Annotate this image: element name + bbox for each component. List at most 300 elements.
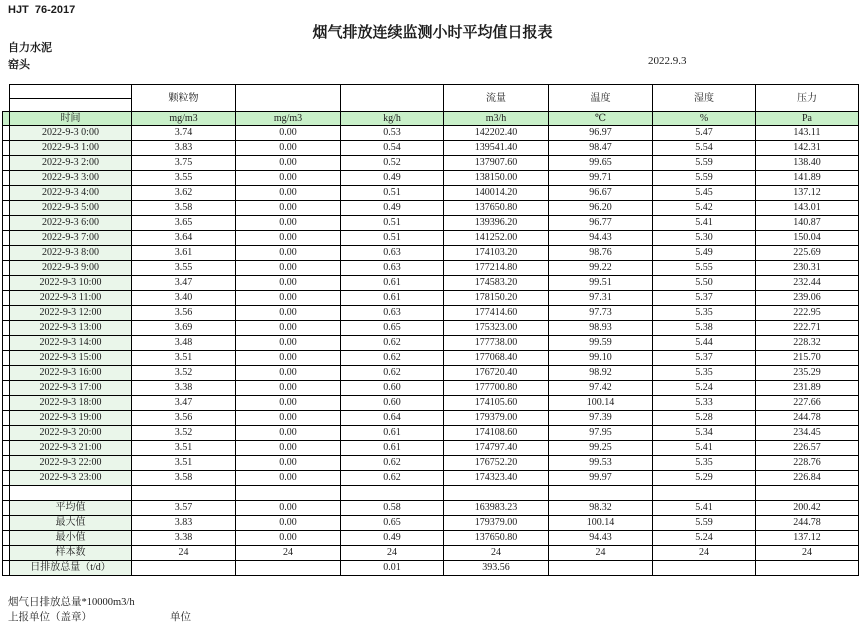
time-cell: 2022-9-3 15:00 [10,351,132,366]
value-cell: 174583.20 [444,276,549,291]
value-cell: 0.00 [236,381,341,396]
time-cell: 2022-9-3 14:00 [10,336,132,351]
value-cell: 228.76 [756,456,859,471]
time-cell: 2022-9-3 11:00 [10,291,132,306]
row-margin-cell [3,246,10,261]
row-margin-cell [3,141,10,156]
time-cell: 2022-9-3 21:00 [10,441,132,456]
value-cell: 239.06 [756,291,859,306]
value-cell: 5.47 [653,126,756,141]
row-margin-cell [3,126,10,141]
table-row [3,411,859,426]
value-cell: 0.00 [236,471,341,486]
row-margin-cell [3,366,10,381]
table-row [3,306,859,321]
group-header-humidity: 湿度 [653,85,756,112]
unit-cell: mg/m3 [236,112,341,126]
summary-row [3,546,859,561]
value-cell: 174105.60 [444,396,549,411]
value-cell: 5.34 [653,426,756,441]
unit-cell: kg/h [341,112,444,126]
value-cell: 5.37 [653,351,756,366]
time-header-upper-cell [10,85,132,99]
spacer-row [3,486,859,501]
group-header-blank2 [341,85,444,112]
value-cell: 0.61 [341,291,444,306]
summary-value-cell: 163983.23 [444,501,549,516]
value-cell: 3.51 [132,441,236,456]
value-cell: 97.31 [549,291,653,306]
summary-value-cell: 3.57 [132,501,236,516]
value-cell: 143.11 [756,126,859,141]
group-header-row [3,85,859,99]
value-cell: 5.44 [653,336,756,351]
time-cell: 2022-9-3 8:00 [10,246,132,261]
value-cell: 222.95 [756,306,859,321]
value-cell: 3.52 [132,426,236,441]
value-cell: 179379.00 [444,411,549,426]
value-cell: 176752.20 [444,456,549,471]
value-cell: 96.20 [549,201,653,216]
row-margin-cell [3,501,10,516]
value-cell: 96.77 [549,216,653,231]
company-name: 自力水泥 [8,42,52,54]
value-cell: 3.58 [132,471,236,486]
summary-value-cell: 5.24 [653,531,756,546]
row-margin-cell [3,216,10,231]
time-cell: 2022-9-3 13:00 [10,321,132,336]
value-cell: 94.43 [549,231,653,246]
spacer-cell [132,486,236,501]
summary-value-cell: 24 [549,546,653,561]
report-unit-label: 上报单位（盖章） [8,612,92,623]
unit-corner-cell [3,112,10,126]
value-cell: 5.42 [653,201,756,216]
value-cell: 226.57 [756,441,859,456]
time-cell: 2022-9-3 3:00 [10,171,132,186]
corner-cell [3,99,10,112]
time-cell: 2022-9-3 20:00 [10,426,132,441]
value-cell: 98.93 [549,321,653,336]
value-cell: 174103.20 [444,246,549,261]
time-cell: 2022-9-3 7:00 [10,231,132,246]
table-row [3,471,859,486]
summary-value-cell: 0.65 [341,516,444,531]
row-margin-cell [3,186,10,201]
value-cell: 0.62 [341,456,444,471]
time-cell: 2022-9-3 1:00 [10,141,132,156]
value-cell: 5.35 [653,456,756,471]
doc-code: HJT 76-2017 [8,4,76,16]
time-cell: 2022-9-3 10:00 [10,276,132,291]
value-cell: 176720.40 [444,366,549,381]
summary-value-cell [132,561,236,576]
table-row [3,156,859,171]
value-cell: 230.31 [756,261,859,276]
spacer-cell [341,486,444,501]
value-cell: 0.60 [341,396,444,411]
table-row [3,426,859,441]
value-cell: 0.00 [236,366,341,381]
value-cell: 5.35 [653,306,756,321]
time-header-lower-cell [10,99,132,112]
unit-label: 单位 [170,612,191,623]
value-cell: 138.40 [756,156,859,171]
table-row [3,441,859,456]
value-cell: 99.65 [549,156,653,171]
value-cell: 97.42 [549,381,653,396]
table-row [3,261,859,276]
time-cell: 2022-9-3 12:00 [10,306,132,321]
summary-value-cell: 0.49 [341,531,444,546]
spacer-cell [10,486,132,501]
time-cell: 2022-9-3 9:00 [10,261,132,276]
value-cell: 177700.80 [444,381,549,396]
footer-note: 烟气日排放总量*10000m3/h [8,597,135,608]
value-cell: 98.47 [549,141,653,156]
row-margin-cell [3,381,10,396]
value-cell: 3.51 [132,456,236,471]
value-cell: 0.62 [341,336,444,351]
value-cell: 138150.00 [444,171,549,186]
value-cell: 97.95 [549,426,653,441]
value-cell: 0.63 [341,246,444,261]
summary-value-cell [549,561,653,576]
time-cell: 2022-9-3 18:00 [10,396,132,411]
station-name: 窑头 [8,59,30,71]
value-cell: 177214.80 [444,261,549,276]
row-margin-cell [3,321,10,336]
table-row [3,186,859,201]
value-cell: 177414.60 [444,306,549,321]
spacer-cell [653,486,756,501]
value-cell: 0.53 [341,126,444,141]
value-cell: 0.00 [236,201,341,216]
value-cell: 0.63 [341,306,444,321]
time-cell: 2022-9-3 5:00 [10,201,132,216]
value-cell: 0.51 [341,231,444,246]
summary-value-cell: 24 [236,546,341,561]
value-cell: 137.12 [756,186,859,201]
value-cell: 178150.20 [444,291,549,306]
row-margin-cell [3,561,10,576]
value-cell: 5.59 [653,171,756,186]
value-cell: 227.66 [756,396,859,411]
value-cell: 0.00 [236,321,341,336]
value-cell: 142202.40 [444,126,549,141]
value-cell: 5.59 [653,156,756,171]
summary-value-cell: 5.41 [653,501,756,516]
value-cell: 3.69 [132,321,236,336]
time-cell: 2022-9-3 4:00 [10,186,132,201]
value-cell: 5.49 [653,246,756,261]
value-cell: 98.92 [549,366,653,381]
summary-label-cell: 日排放总量（t/d） [10,561,132,576]
table-row [3,366,859,381]
value-cell: 3.56 [132,411,236,426]
value-cell: 3.38 [132,381,236,396]
value-cell: 0.49 [341,171,444,186]
value-cell: 177738.00 [444,336,549,351]
value-cell: 139396.20 [444,216,549,231]
summary-value-cell: 179379.00 [444,516,549,531]
value-cell: 0.00 [236,396,341,411]
time-cell: 2022-9-3 0:00 [10,126,132,141]
summary-value-cell: 3.83 [132,516,236,531]
value-cell: 244.78 [756,411,859,426]
table-row [3,336,859,351]
summary-label-cell: 最小值 [10,531,132,546]
summary-value-cell: 100.14 [549,516,653,531]
value-cell: 3.47 [132,396,236,411]
value-cell: 0.00 [236,456,341,471]
summary-value-cell: 0.00 [236,501,341,516]
value-cell: 139541.40 [444,141,549,156]
unit-cell: % [653,112,756,126]
summary-row [3,501,859,516]
value-cell: 99.71 [549,171,653,186]
summary-value-cell: 0.00 [236,531,341,546]
value-cell: 3.75 [132,156,236,171]
value-cell: 0.65 [341,321,444,336]
time-cell: 2022-9-3 2:00 [10,156,132,171]
group-header-flow: 流量 [444,85,549,112]
time-cell: 2022-9-3 17:00 [10,381,132,396]
value-cell: 0.00 [236,351,341,366]
row-margin-cell [3,171,10,186]
unit-cell: Pa [756,112,859,126]
value-cell: 3.74 [132,126,236,141]
summary-value-cell: 200.42 [756,501,859,516]
value-cell: 100.14 [549,396,653,411]
value-cell: 0.00 [236,141,341,156]
value-cell: 234.45 [756,426,859,441]
value-cell: 235.29 [756,366,859,381]
table-row [3,291,859,306]
value-cell: 174108.60 [444,426,549,441]
spacer-cell [3,486,10,501]
value-cell: 98.76 [549,246,653,261]
summary-value-cell: 98.32 [549,501,653,516]
value-cell: 97.39 [549,411,653,426]
unit-cell: mg/m3 [132,112,236,126]
value-cell: 222.71 [756,321,859,336]
value-cell: 3.58 [132,201,236,216]
value-cell: 0.00 [236,276,341,291]
value-cell: 0.00 [236,156,341,171]
summary-value-cell: 24 [653,546,756,561]
value-cell: 5.45 [653,186,756,201]
summary-row [3,531,859,546]
value-cell: 5.41 [653,216,756,231]
spacer-cell [444,486,549,501]
value-cell: 0.00 [236,171,341,186]
value-cell: 0.62 [341,471,444,486]
row-margin-cell [3,396,10,411]
table-row [3,231,859,246]
row-margin-cell [3,411,10,426]
value-cell: 5.37 [653,291,756,306]
row-margin-cell [3,201,10,216]
value-cell: 0.00 [236,306,341,321]
value-cell: 177068.40 [444,351,549,366]
row-margin-cell [3,291,10,306]
value-cell: 0.54 [341,141,444,156]
row-margin-cell [3,156,10,171]
value-cell: 5.35 [653,366,756,381]
value-cell: 0.61 [341,441,444,456]
table-row [3,126,859,141]
summary-label-cell: 样本数 [10,546,132,561]
value-cell: 141.89 [756,171,859,186]
value-cell: 99.53 [549,456,653,471]
value-cell: 225.69 [756,246,859,261]
value-cell: 3.83 [132,141,236,156]
summary-value-cell [236,561,341,576]
value-cell: 99.97 [549,471,653,486]
summary-row [3,561,859,576]
value-cell: 215.70 [756,351,859,366]
row-margin-cell [3,516,10,531]
value-cell: 0.00 [236,216,341,231]
value-cell: 140.87 [756,216,859,231]
value-cell: 3.62 [132,186,236,201]
value-cell: 99.22 [549,261,653,276]
value-cell: 3.48 [132,336,236,351]
summary-value-cell: 137.12 [756,531,859,546]
group-header-temp: 温度 [549,85,653,112]
summary-value-cell [756,561,859,576]
value-cell: 5.29 [653,471,756,486]
value-cell: 5.24 [653,381,756,396]
time-cell: 2022-9-3 22:00 [10,456,132,471]
summary-value-cell: 3.38 [132,531,236,546]
row-margin-cell [3,276,10,291]
row-margin-cell [3,546,10,561]
value-cell: 99.51 [549,276,653,291]
unit-cell: m3/h [444,112,549,126]
summary-label-cell: 最大值 [10,516,132,531]
value-cell: 174797.40 [444,441,549,456]
time-cell: 2022-9-3 16:00 [10,366,132,381]
value-cell: 5.41 [653,441,756,456]
summary-value-cell: 0.00 [236,516,341,531]
summary-value-cell: 244.78 [756,516,859,531]
value-cell: 3.47 [132,276,236,291]
value-cell: 3.61 [132,246,236,261]
value-cell: 0.00 [236,246,341,261]
report-table [2,84,859,576]
table-row [3,396,859,411]
row-margin-cell [3,441,10,456]
value-cell: 5.54 [653,141,756,156]
value-cell: 143.01 [756,201,859,216]
row-margin-cell [3,456,10,471]
value-cell: 175323.00 [444,321,549,336]
value-cell: 5.28 [653,411,756,426]
value-cell: 0.00 [236,261,341,276]
summary-row [3,516,859,531]
value-cell: 99.25 [549,441,653,456]
value-cell: 0.51 [341,216,444,231]
group-header-blank1 [236,85,341,112]
table-row [3,276,859,291]
value-cell: 97.73 [549,306,653,321]
value-cell: 0.00 [236,186,341,201]
value-cell: 0.00 [236,426,341,441]
value-cell: 0.00 [236,231,341,246]
value-cell: 96.67 [549,186,653,201]
value-cell: 0.61 [341,276,444,291]
table-row [3,246,859,261]
table-row [3,321,859,336]
value-cell: 99.10 [549,351,653,366]
time-cell: 2022-9-3 23:00 [10,471,132,486]
summary-value-cell: 94.43 [549,531,653,546]
row-margin-cell [3,351,10,366]
value-cell: 228.32 [756,336,859,351]
value-cell: 232.44 [756,276,859,291]
value-cell: 5.55 [653,261,756,276]
value-cell: 5.50 [653,276,756,291]
value-cell: 0.62 [341,366,444,381]
value-cell: 0.51 [341,186,444,201]
summary-value-cell [653,561,756,576]
row-margin-cell [3,336,10,351]
value-cell: 140014.20 [444,186,549,201]
value-cell: 142.31 [756,141,859,156]
table-row [3,456,859,471]
row-margin-cell [3,306,10,321]
value-cell: 0.00 [236,411,341,426]
unit-cell: ℃ [549,112,653,126]
value-cell: 0.63 [341,261,444,276]
group-header-pm: 颗粒物 [132,85,236,112]
value-cell: 137907.60 [444,156,549,171]
value-cell: 231.89 [756,381,859,396]
time-cell: 2022-9-3 19:00 [10,411,132,426]
table-row [3,216,859,231]
row-margin-cell [3,231,10,246]
value-cell: 3.64 [132,231,236,246]
spacer-cell [549,486,653,501]
summary-value-cell: 24 [444,546,549,561]
row-margin-cell [3,261,10,276]
group-header-pressure: 压力 [756,85,859,112]
table-row [3,141,859,156]
corner-cell [3,85,10,99]
value-cell: 0.62 [341,351,444,366]
value-cell: 141252.00 [444,231,549,246]
value-cell: 3.40 [132,291,236,306]
value-cell: 3.65 [132,216,236,231]
value-cell: 0.49 [341,201,444,216]
value-cell: 5.38 [653,321,756,336]
value-cell: 3.56 [132,306,236,321]
value-cell: 0.61 [341,426,444,441]
value-cell: 0.60 [341,381,444,396]
summary-label-cell: 平均值 [10,501,132,516]
table-row [3,171,859,186]
summary-value-cell: 0.58 [341,501,444,516]
summary-value-cell: 24 [132,546,236,561]
value-cell: 0.00 [236,336,341,351]
value-cell: 0.64 [341,411,444,426]
table-row [3,381,859,396]
value-cell: 99.59 [549,336,653,351]
row-margin-cell [3,426,10,441]
summary-value-cell: 0.01 [341,561,444,576]
